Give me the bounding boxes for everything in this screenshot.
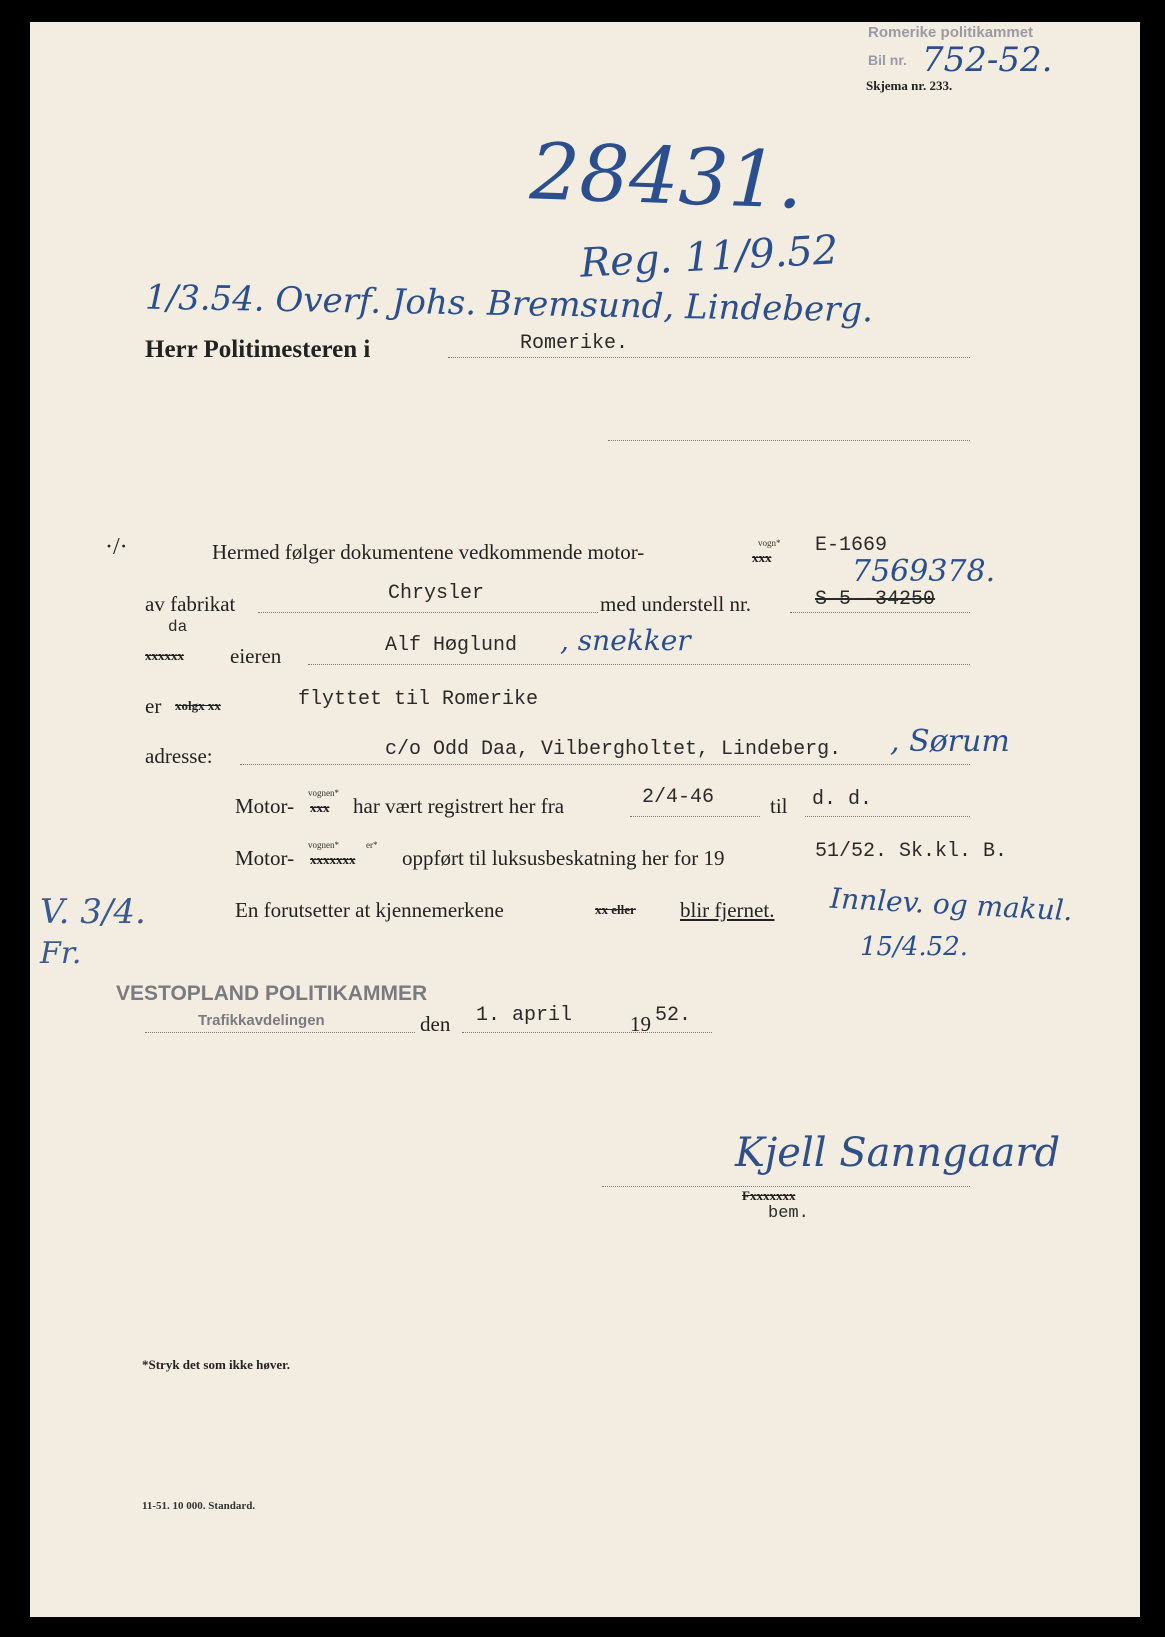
side-note-2: Fr.	[40, 936, 82, 971]
address-line	[240, 764, 970, 765]
chassis-handwritten: 7569378.	[852, 554, 996, 589]
addressee-line	[448, 357, 970, 358]
moved-struck: xolgx xx	[175, 698, 221, 713]
document-page	[30, 22, 1140, 1617]
car-number-label: Bil nr.	[868, 52, 907, 68]
plates-text: En forutsetter at kjennemerkene	[235, 898, 504, 922]
owner-prefix-struck: xxxxxx	[145, 648, 184, 663]
reg-from-date: 2/4-46	[642, 786, 715, 809]
address-value: c/o Odd Daa, Vilbergholtet, Lindeberg.	[385, 738, 842, 761]
registration-number: E-1669	[815, 534, 888, 557]
tax-superscript-2: er*	[366, 840, 378, 850]
car-number-value: 752-52.	[922, 40, 1053, 80]
district-stamp-line2: Trafikkavdelingen	[198, 1012, 325, 1029]
moved-prefix: er	[145, 694, 162, 718]
reg-from-line	[630, 816, 760, 817]
vehicle-struck: xxx	[752, 550, 772, 565]
date-line	[462, 1032, 712, 1033]
plates-handwritten: Innlev. og makul.	[829, 881, 1074, 928]
owner-occupation: , snekker	[560, 624, 691, 657]
plates-struck: xx eller	[595, 902, 636, 917]
make-value: Chrysler	[388, 582, 485, 605]
chassis-struck: S 5 -34250	[815, 588, 936, 611]
tax-year: 51/52. Sk.kl. B.	[815, 840, 1008, 863]
attachment-mark: ·/·	[105, 534, 128, 560]
reg-line-text: har vært registrert her fra	[353, 794, 565, 818]
addressee-value: Romerike.	[520, 332, 629, 355]
chassis-line	[790, 612, 970, 613]
date-year: 52.	[655, 1004, 692, 1027]
address-municipality: , Sørum	[890, 724, 1010, 759]
date-century: 19	[630, 1012, 651, 1036]
side-note-1: V. 3/4.	[40, 892, 146, 932]
reg-line-prefix: Motor-	[235, 794, 295, 818]
tax-struck: xxxxxxx	[310, 852, 356, 867]
reg-to-value: d. d.	[812, 788, 873, 811]
handwritten-transfer-note: 1/3.54. Overf. Johs. Bremsund, Lindeberg.	[144, 277, 874, 331]
form-number: Skjema nr. 233.	[866, 78, 953, 93]
make-label: av fabrikat	[145, 592, 236, 616]
chassis-label: med understell nr.	[600, 592, 752, 616]
address-label: adresse:	[145, 744, 213, 768]
tax-text: oppført til luksusbeskatning her for 19	[402, 846, 725, 870]
police-stamp	[868, 24, 1033, 41]
signature: Kjell Sanngaard	[735, 1130, 1061, 1176]
place-line	[145, 1032, 415, 1033]
vehicle-superscript: vogn*	[758, 538, 781, 548]
addressee-line-2	[608, 440, 970, 441]
police-stamp-text: Romerike politikammet	[868, 24, 1034, 41]
intro-text: Hermed følger dokumentene vedkommende motor-	[212, 540, 645, 564]
date-den: den	[420, 1012, 451, 1036]
date-day: 1. april	[476, 1004, 573, 1027]
owner-value: Alf Høglund	[385, 634, 518, 657]
signature-title: bem.	[768, 1204, 809, 1223]
plates-handwritten-date: 15/4.52.	[860, 932, 968, 962]
signature-struck-title: Fxxxxxxx	[742, 1188, 796, 1203]
signature-line	[602, 1186, 970, 1187]
handwritten-case-number: 28431.	[528, 127, 805, 227]
addressee-label: Herr Politimesteren i	[145, 336, 371, 363]
district-stamp-line1: VESTOPLAND POLITIKAMMER	[116, 982, 428, 1005]
reg-to-line	[805, 816, 970, 817]
owner-line	[308, 664, 970, 665]
moved-value: flyttet til Romerike	[298, 688, 539, 711]
make-line	[258, 612, 598, 613]
tax-superscript-1: vognen*	[308, 840, 339, 850]
plates-end: blir fjernet.	[680, 898, 775, 922]
reg-struck: xxx	[310, 800, 330, 815]
owner-label: eieren	[230, 644, 282, 668]
owner-prefix-typed: da	[168, 618, 188, 636]
footnote: *Stryk det som ikke høver.	[142, 1357, 290, 1372]
reg-to-label: til	[770, 794, 788, 818]
reg-superscript: vognen*	[308, 788, 339, 798]
handwritten-registered: Reg. 11/9.52	[578, 227, 840, 287]
tax-prefix: Motor-	[235, 846, 295, 870]
print-info: 11-51. 10 000. Standard.	[142, 1500, 256, 1512]
